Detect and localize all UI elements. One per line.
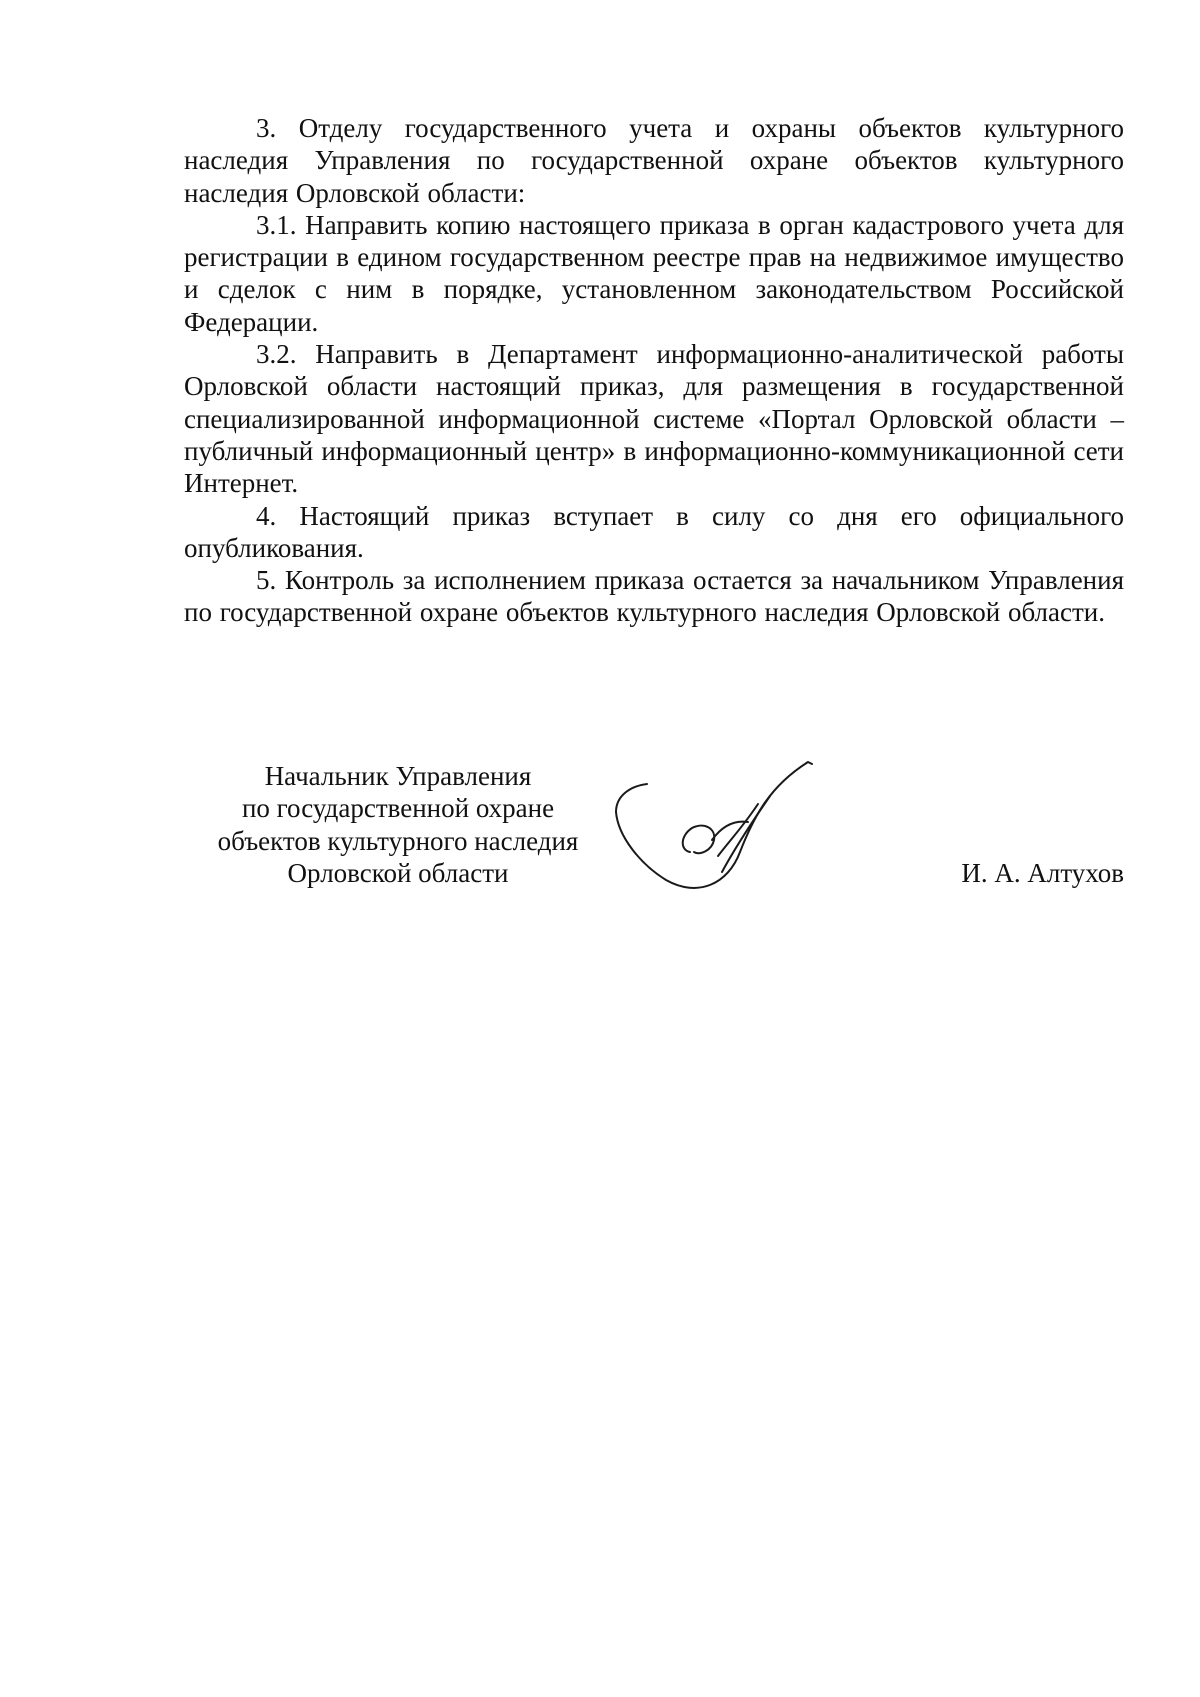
paragraph-3: 3. Отделу государственного учета и охраны объектов культурного наследия Управления по государственной охране объектов культурного наследия Орловской области: — [184, 113, 1124, 208]
signer-position — [198, 760, 598, 889]
paragraph-4: 4. Настоящий приказ вступает в силу со дня его официального опубликования. — [184, 500, 1124, 563]
position-line: по государственной охране — [241, 793, 555, 824]
position-line: Орловской области — [287, 857, 509, 888]
paragraph-3-1: 3.1. Направить копию настоящего приказа в орган кадастрового учета для регистрации в едином государственном реестре прав на недвижимое имущество и сделок с ним в порядке, установленном законодательством Российской Федерации. — [184, 209, 1124, 337]
position-line: объектов культурного наследия — [217, 825, 579, 856]
paragraph-5: 5. Контроль за исполнением приказа остается за начальником Управления по государственной охране объектов культурного наследия Орловской области. — [184, 565, 1124, 628]
signature-block — [184, 760, 1124, 920]
position-line: Начальник Управления — [264, 761, 532, 791]
document-body — [184, 112, 1124, 629]
paragraph-3-2: 3.2. Направить в Департамент информационно-аналитической работы Орловской области настоящий приказ, для размещения в государственной специализированной информационной системе «Портал Орловской области – публичный информационный центр» в информационно-коммуникационной сети Интернет. — [184, 339, 1124, 499]
handwritten-signature-icon — [600, 756, 830, 916]
signer-name: И. А. Алтухов — [961, 858, 1124, 888]
